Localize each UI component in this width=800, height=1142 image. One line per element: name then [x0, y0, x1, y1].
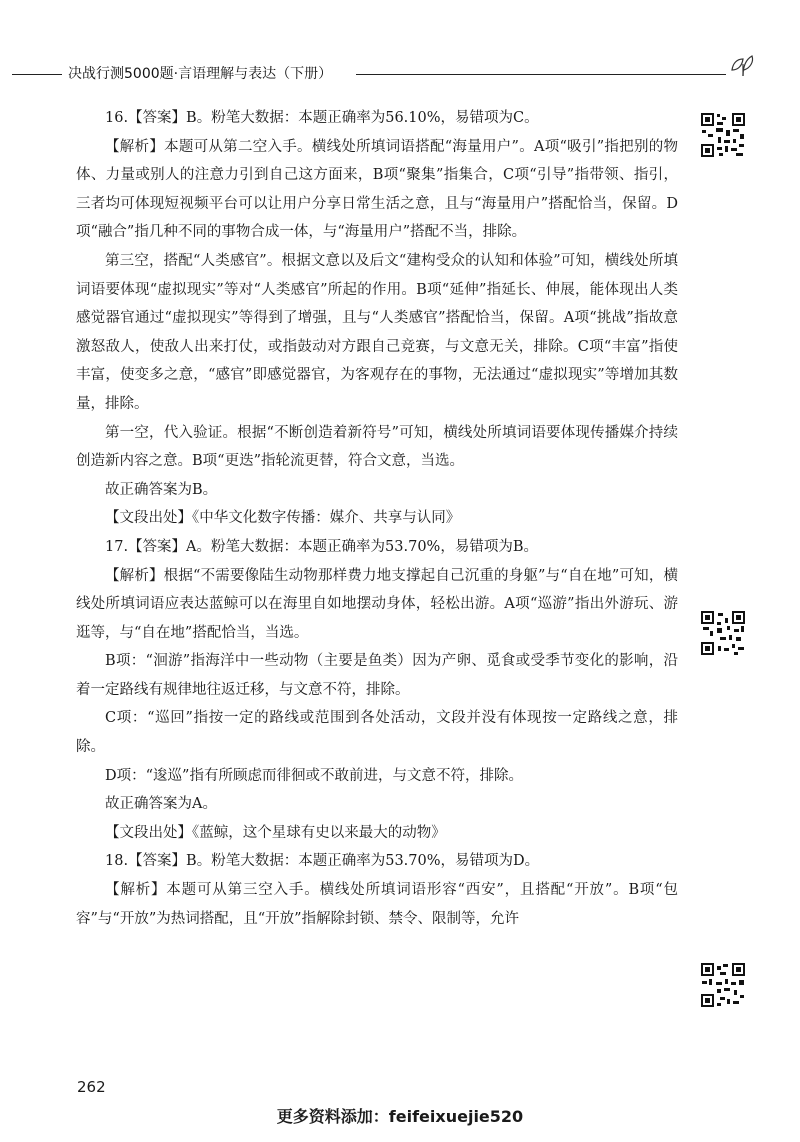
q17-option-d: D项：“逡巡”指有所顾虑而徘徊或不敢前进，与文意不符，排除。	[105, 767, 523, 784]
footer-note: 更多资料添加：feifeixuejie520	[276, 1107, 524, 1126]
q17-conclusion: 故正确答案为A。	[105, 796, 217, 813]
page-body	[76, 104, 678, 933]
q16-third-blank: 第三空，搭配“人类感官”。根据文意以及后文“建构受众的认知和体验”可知，横线处所填词语要体现“虚拟现实”等对“人类感官”所起的作用。B项“延伸”指延长、伸展，能体现出人类感觉器官通过“虚拟现实”等得到了增强，且与“人类感官”搭配恰当，保留。A项“挑战”指故意激怒敌人，使敌人出来打仗，或指鼓动对方跟自己竞赛，与文意无关，排除。C项“丰富”指使丰富，使变多之意，“感官”即感觉器官，为客观存在的事物，无法通过“虚拟现实”等增加其数量，排除。	[76, 252, 678, 412]
qr-code-icon[interactable]	[700, 962, 746, 1008]
header-rule-left	[12, 74, 62, 75]
q17-option-b: B项：“洄游”指海洋中一些动物（主要是鱼类）因为产卵、觅食或受季节变化的影响，沿着一定路线有规律地往返迁移，与文意不符，排除。	[76, 653, 678, 698]
header-title: 决战行测5000题·言语理解与表达（下册）	[68, 66, 333, 82]
q16-first-blank: 第一空，代入验证。根据“不断创造着新符号”可知，横线处所填词语要体现传播媒介持续创造新内容之意。B项“更迭”指轮流更替，符合文意，当选。	[76, 424, 678, 470]
q17-answer: 17.【答案】A。粉笔大数据：本题正确率为53.70%，易错项为B。	[105, 538, 538, 555]
q16-conclusion: 故正确答案为B。	[105, 481, 218, 498]
q17-analysis: 【解析】根据“不需要像陆生动物那样费力地支撑起自己沉重的身躯”与“自在地”可知，横线处所填词语应表达蓝鲸可以在海里自如地摆动身体，轻松出游。A项“巡游”指出外游玩、游逛等，与“自在地”搭配恰当，当选。	[76, 567, 678, 641]
q16-source: 【文段出处】《中华文化数字传播：媒介、共享与认同》	[105, 510, 461, 527]
q18-analysis: 【解析】本题可从第三空入手。横线处所填词语形容“西安”，且搭配“开放”。B项“包容”与“开放”为热词搭配，且“开放”指解除封锁、禁令、限制等，允许	[76, 882, 678, 927]
q17-option-c: C项：“巡回”指按一定的路线或范围到各处活动，文段并没有体现按一定路线之意，排除。	[76, 710, 678, 756]
qr-code-icon[interactable]	[700, 112, 746, 158]
q18-answer: 18.【答案】B。粉笔大数据：本题正确率为53.70%，易错项为D。	[105, 853, 540, 870]
running-header	[0, 58, 800, 88]
header-rule-right	[356, 74, 726, 75]
page-number: 262	[77, 1078, 106, 1096]
q16-analysis: 【解析】本题可从第二空入手。横线处所填词语搭配“海量用户”。A项“吸引”指把别的物体、力量或别人的注意力引到自己这方面来，B项“聚集”指集合，C项“引导”指带领、指引，三者均可体现短视频平台可以让用户分享日常生活之意，且与“海量用户”搭配恰当，保留。D项“融合”指几种不同的事物合成一体，与“海量用户”搭配不当，排除。	[76, 138, 678, 241]
qr-code-icon[interactable]	[700, 610, 746, 656]
leaf-icon	[728, 50, 758, 80]
q17-source: 【文段出处】《蓝鲸，这个星球有史以来最大的动物》	[105, 824, 446, 841]
q16-answer: 16.【答案】B。粉笔大数据：本题正确率为56.10%，易错项为C。	[105, 110, 539, 126]
